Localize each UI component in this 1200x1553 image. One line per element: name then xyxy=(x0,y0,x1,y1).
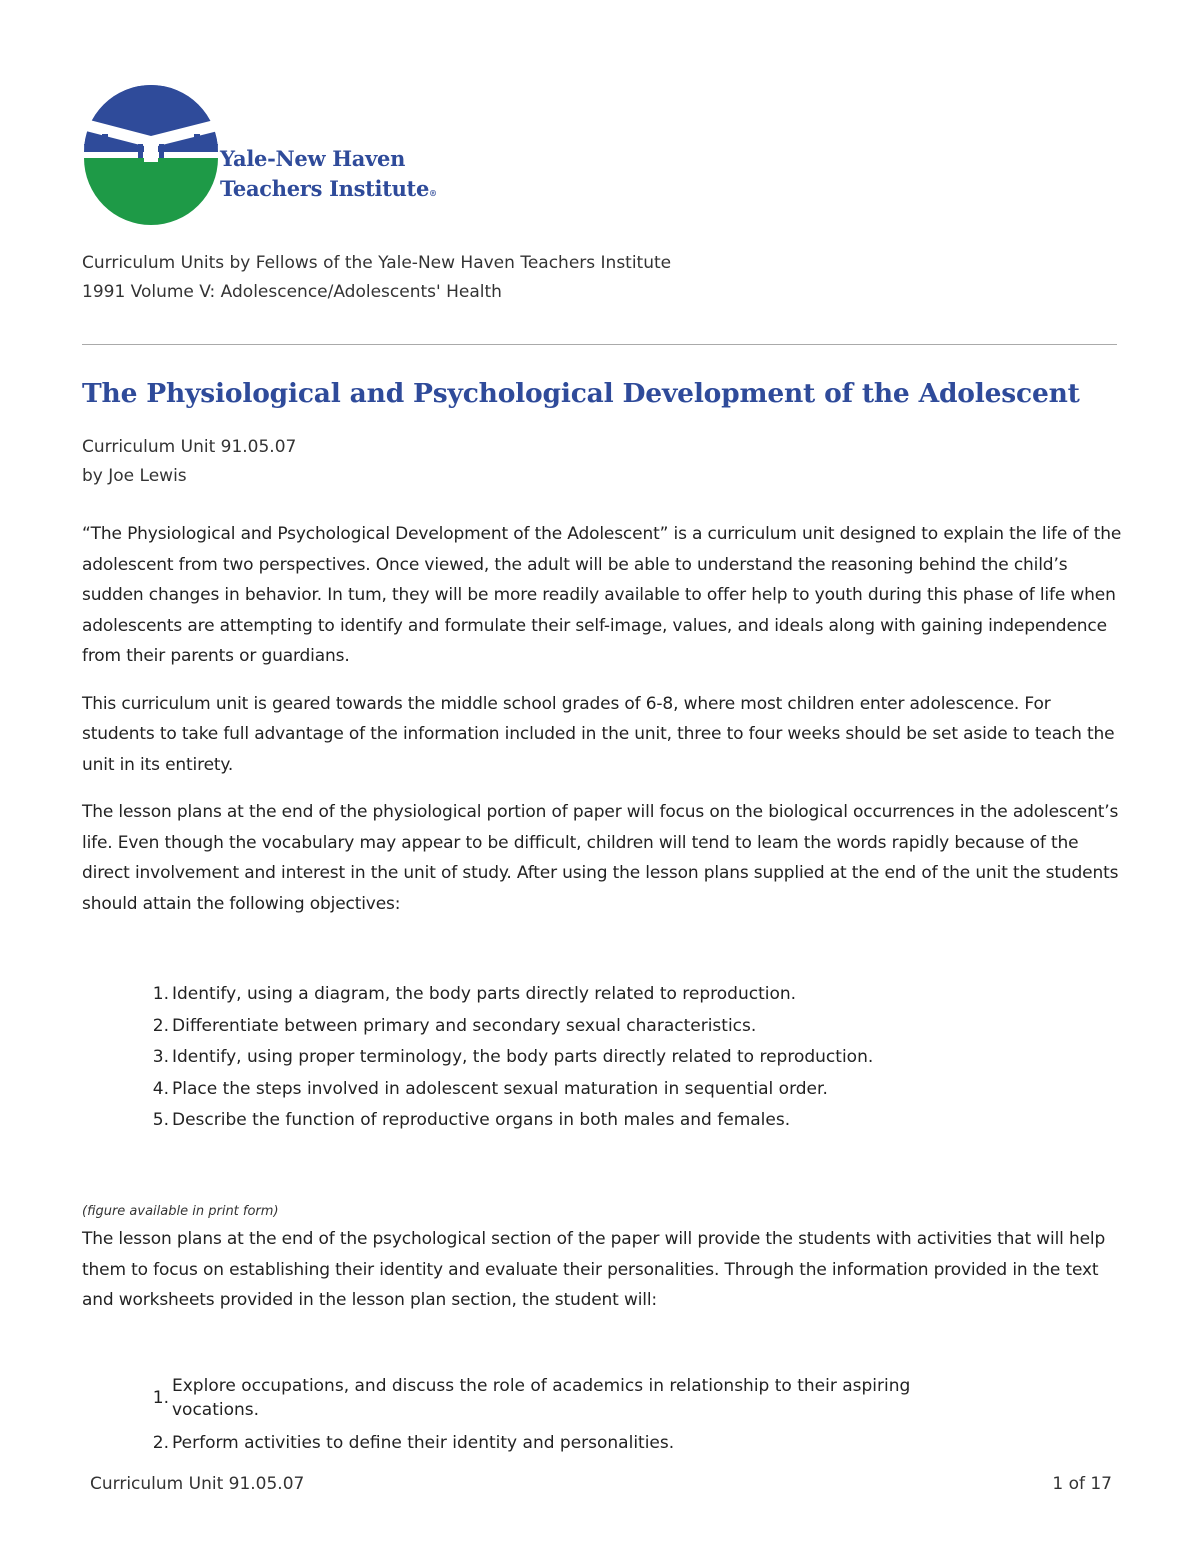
list-number: 4. xyxy=(152,1078,169,1099)
institute-logo xyxy=(82,84,442,229)
list-text: Identify, using a diagram, the body parts directly related to reproduction. xyxy=(172,984,797,1004)
unit-author: by Joe Lewis xyxy=(82,466,187,486)
list-text: Describe the function of reproductive organs in both males and females. xyxy=(172,1110,791,1130)
list-number: 5. xyxy=(152,1110,169,1130)
series-line: Curriculum Units by Fellows of the Yale-New Haven Teachers Institute xyxy=(82,253,672,273)
unit-meta xyxy=(82,433,296,491)
psychological-objectives-list xyxy=(82,1374,1122,1460)
paragraph: This curriculum unit is geared towards the middle school grades of 6-8, where most children enter adolescence. For students to take full advantage of the information included in the unit, three to four weeks should be set aside to teach the unit in its entirety. xyxy=(82,693,1115,775)
list-number: 1. xyxy=(152,984,169,1004)
list-item xyxy=(82,1011,1122,1043)
list-item xyxy=(82,979,1122,1011)
physiological-objectives-list xyxy=(82,979,1122,1137)
logo-wordmark xyxy=(220,144,437,204)
list-item xyxy=(82,1428,1122,1460)
list-text: Place the steps involved in adolescent sexual maturation in sequential order. xyxy=(172,1078,828,1099)
logo-line-2-text: Teachers Institute xyxy=(220,176,430,201)
list-text: Differentiate between primary and secondary sexual characteristics. xyxy=(172,1015,757,1036)
list-text: Explore occupations, and discuss the role of academics in relationship to their aspiring vocations. xyxy=(172,1376,911,1420)
list-item xyxy=(82,1042,1122,1074)
list-number: 1. xyxy=(152,1388,169,1408)
figure-note: (figure available in print form) xyxy=(82,1204,279,1219)
logo-line-1: Yale-New Haven xyxy=(220,146,406,171)
intro-body xyxy=(82,519,1122,936)
paragraph: “The Physiological and Psychological Development of the Adolescent” is a curriculum unit designed to explain the life of the adolescent from two perspectives. Once viewed, the adult will be able to understand the reasoning behind the child’s sudden changes in behavior. In tum, they will be more readily available to offer help to youth during this phase of life when adolescents are attempting to identify and formulate their self-image, values, and ideals along with gaining independence from their parents or guardians. xyxy=(82,524,1122,666)
unit-number: Curriculum Unit 91.05.07 xyxy=(82,437,297,457)
list-number: 2. xyxy=(152,1015,169,1036)
list-text: Perform activities to define their identity and personalities. xyxy=(172,1433,675,1453)
paragraph: The lesson plans at the end of the physiological portion of paper will focus on the biological occurrences in the adolescent’s life. Even though the vocabulary may appear to be difficult, children will tend to leam the words rapidly because of the direct involvement and interest in the unit of study. After using the lesson plans supplied at the end of the unit the students should attain the following objectives: xyxy=(82,802,1119,914)
list-text: Identify, using proper terminology, the body parts directly related to reproduction. xyxy=(172,1047,874,1067)
header-meta xyxy=(82,249,671,307)
paragraph: The lesson plans at the end of the psychological section of the paper will provide the students with activities that will help them to focus on establishing their identity and evaluate their personalities. Through the information provided in the text and worksheets provided in the lesson plan section, the student will: xyxy=(82,1229,1106,1310)
list-item xyxy=(82,1374,1122,1422)
page-title: The Physiological and Psychological Development of the Adolescent xyxy=(82,378,1080,409)
logo-emblem-icon xyxy=(82,84,222,229)
list-number: 3. xyxy=(152,1047,169,1067)
page-number: 1 of 17 xyxy=(1052,1474,1112,1494)
logo-line-2 xyxy=(220,174,437,204)
header-divider xyxy=(82,344,1117,345)
list-item xyxy=(82,1074,1122,1106)
registered-mark: ® xyxy=(429,188,437,198)
list-number: 2. xyxy=(152,1433,169,1453)
list-item xyxy=(82,1105,1122,1137)
footer-unit-number: Curriculum Unit 91.05.07 xyxy=(90,1474,305,1494)
volume-line: 1991 Volume V: Adolescence/Adolescents' Health xyxy=(82,282,502,302)
